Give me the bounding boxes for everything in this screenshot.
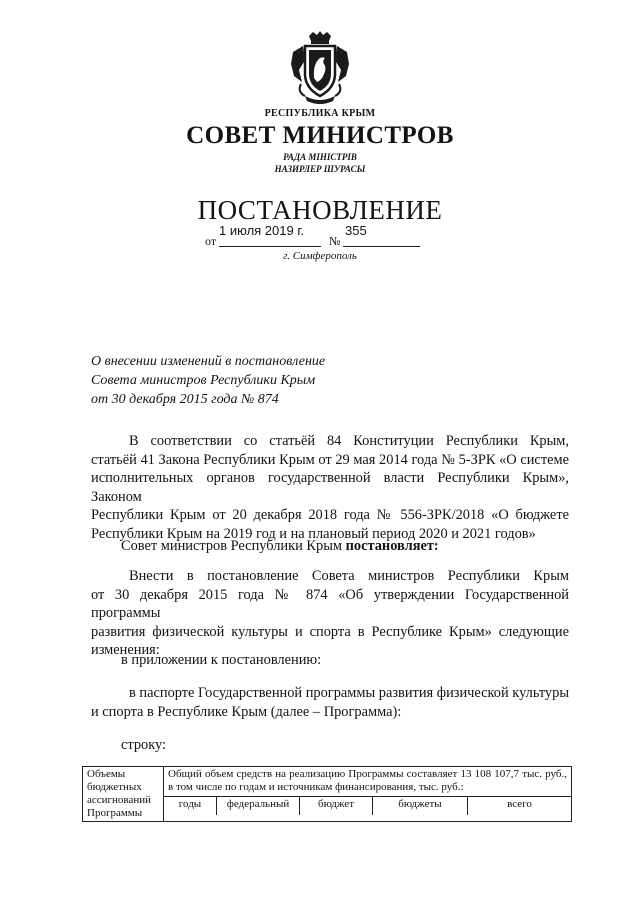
amendment-paragraph [91, 567, 569, 660]
funding-subheader [164, 796, 571, 815]
council-title-crimean-tatar: НАЗИРЛЕР ШУРАСЫ [274, 164, 366, 174]
passport-paragraph [91, 684, 569, 721]
basis-paragraph [91, 432, 569, 544]
decree-verb: постановляет: [345, 538, 439, 554]
paragraph-line: Республики Крым от 20 декабря 2018 года № 556-ЗРК/2018 «О бюджете [91, 507, 569, 524]
decree-line [121, 537, 439, 556]
paragraph-line: исполнительных органов государственной власти Республики Крым», Законом [91, 470, 569, 505]
republic-name: РЕСПУБЛИКА КРЫМ [264, 108, 376, 119]
paragraph-line: в паспорте Государственной программы развития физической культуры [129, 685, 569, 701]
decree-text: Совет министров Республики Крым [121, 538, 346, 554]
paragraph-line: развития физической культуры и спорта в Республике Крым» следующие [91, 623, 569, 640]
paragraph-line: статьёй 41 Закона Республики Крым от 29 мая 2014 года № 5-ЗРК «О системе [91, 451, 569, 468]
funding-description: Общий объем средств на реализацию Программы составляет 13 108 107,7 тыс. руб., в том числе по годам и источникам финансирования, тыс. руб.: [168, 768, 567, 793]
column-header-federal: федеральный [217, 797, 300, 815]
column-header-budgets: бюджеты [373, 797, 468, 815]
paragraph-line: Республики Крым на 2019 год и на плановый период 2020 и 2021 годов» [91, 525, 536, 542]
subject-line: Совета министров Республики Крым [91, 373, 316, 388]
document-subject [91, 352, 325, 409]
table-cell-funding [164, 767, 572, 822]
issue-city: г. Симферополь [283, 250, 357, 262]
paragraph-line: Внести в постановление Совета министров Республики Крым [129, 568, 569, 584]
paragraph-line: от 30 декабря 2015 года № 874 «Об утверждении Государственной программы [91, 586, 569, 622]
date-label: от [205, 234, 217, 248]
column-header-budget: бюджет [300, 797, 373, 815]
table-row [83, 767, 572, 822]
subject-line: О внесении изменений в постановление [91, 354, 326, 369]
number-label: № [329, 234, 341, 248]
paragraph-line: В соответствии со статьёй 84 Конституции Республики Крым, [129, 433, 569, 449]
program-funding-table [82, 766, 572, 822]
number-underline [343, 246, 420, 247]
appendix-line: в приложении к постановлению: [121, 652, 322, 668]
document-type-title: ПОСТАНОВЛЕНИЕ [197, 195, 443, 225]
subject-line: от 30 декабря 2015 года № 874 [91, 392, 279, 407]
paragraph-line: и спорта в Республике Крым (далее – Программа): [91, 703, 402, 720]
council-title-ukrainian: РАДА МІНІСТРІВ [283, 152, 357, 162]
row-label: строку: [121, 737, 167, 753]
council-title: СОВЕТ МИНИСТРОВ [186, 122, 454, 149]
resolution-date: 1 июля 2019 г. [219, 223, 305, 238]
column-header-years: годы [164, 797, 217, 815]
date-underline [219, 246, 321, 247]
table-row-header: Объемы бюджетных ассигнований Программы [83, 767, 164, 822]
crimea-coat-of-arms-icon [289, 30, 351, 106]
resolution-number: 355 [345, 223, 367, 238]
paragraph-line: изменения: [91, 642, 160, 659]
column-header-total: всего [507, 798, 532, 810]
